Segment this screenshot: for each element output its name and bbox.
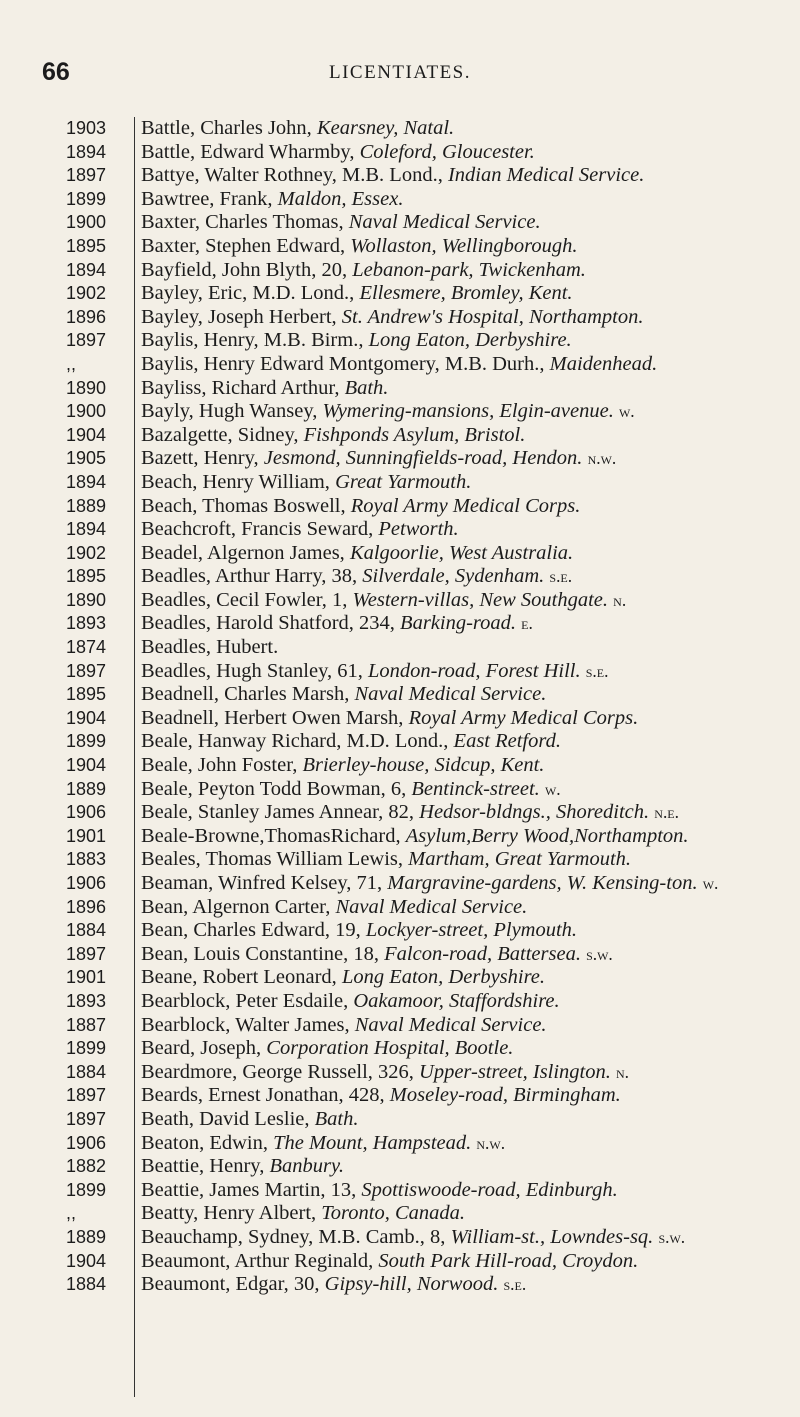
- entry-text: [141, 117, 791, 141]
- list-item: [0, 259, 800, 283]
- entry-text: [141, 188, 791, 212]
- entry-name: Beard, Joseph,: [141, 1037, 262, 1060]
- entry-district: n.: [616, 1061, 630, 1082]
- entry-name: Bayfield, John Blyth, 20,: [141, 258, 348, 281]
- entry-year: 1893: [66, 990, 107, 1011]
- entry-year: 1904: [66, 424, 107, 445]
- licentiate-list: [0, 117, 800, 1297]
- list-item: [0, 943, 800, 967]
- list-item: [0, 1084, 800, 1108]
- entry-address: Naval Medical Service.: [354, 683, 547, 706]
- entry-text: [141, 306, 791, 330]
- entry-name: Beale, Hanway Richard, M.D. Lond.,: [141, 730, 449, 753]
- entry-name: Bayley, Joseph Herbert,: [141, 305, 337, 328]
- entry-year: 1904: [66, 1250, 107, 1271]
- entry-name: Beadles, Harold Shatford, 234,: [141, 612, 395, 635]
- entry-year: 1889: [66, 1226, 107, 1247]
- entry-year: 1894: [66, 471, 107, 492]
- list-item: [0, 353, 800, 377]
- entry-text: [141, 943, 791, 967]
- entry-text: [141, 164, 791, 188]
- entry-address: East Retford.: [453, 730, 561, 753]
- list-item: [0, 825, 800, 849]
- entry-address: Bath.: [314, 1107, 359, 1130]
- entry-text: [141, 1037, 791, 1061]
- list-item: [0, 848, 800, 872]
- entry-year: 1884: [66, 920, 107, 941]
- entry-year: 1883: [66, 849, 107, 870]
- entry-address: Banbury.: [269, 1155, 345, 1178]
- entry-year: 1884: [66, 1274, 107, 1295]
- entry-year: 1874: [66, 637, 107, 658]
- entry-address: Great Yarmouth.: [335, 470, 472, 493]
- entry-district: n.e.: [654, 802, 679, 823]
- entry-year: 1895: [66, 684, 107, 705]
- list-item: [0, 329, 800, 353]
- entry-text: [141, 589, 791, 613]
- entry-year: 1894: [66, 519, 107, 540]
- entry-year: 1903: [66, 118, 107, 138]
- entry-text: [141, 211, 791, 235]
- list-item: [0, 919, 800, 943]
- entry-district: s.w.: [586, 943, 613, 964]
- entry-district: e.: [521, 613, 533, 634]
- entry-address: Brierley-house, Sidcup, Kent.: [302, 754, 545, 777]
- entry-name: Beattie, Henry,: [141, 1155, 265, 1178]
- entry-text: [141, 377, 791, 401]
- list-item: [0, 612, 800, 636]
- entry-address: Corporation Hospital, Bootle.: [266, 1037, 514, 1060]
- entry-name: Battye, Walter Rothney, M.B. Lond.,: [141, 164, 443, 187]
- list-item: [0, 117, 800, 141]
- entry-address: Bentinck-street.: [411, 777, 540, 800]
- entry-year: 1890: [66, 589, 107, 610]
- entry-name: Bawtree, Frank,: [141, 187, 273, 210]
- entry-name: Beachcroft, Francis Seward,: [141, 518, 374, 541]
- entry-text: [141, 495, 791, 519]
- entry-name: Beale, Stanley James Annear, 82,: [141, 801, 415, 824]
- list-item: [0, 683, 800, 707]
- entry-address: Wollaston, Wellingborough.: [350, 234, 578, 257]
- entry-year: 1896: [66, 306, 107, 327]
- entry-text: [141, 235, 791, 259]
- entry-district: s.w.: [658, 1226, 686, 1247]
- running-head: LICENTIATES.: [328, 62, 471, 83]
- entry-text: [141, 848, 791, 872]
- entry-text: [141, 353, 791, 377]
- entry-address: Naval Medical Service.: [354, 1013, 547, 1036]
- entry-district: w.: [618, 401, 635, 422]
- entry-address: Kalgoorlie, West Australia.: [349, 541, 574, 564]
- entry-district: s.e.: [585, 660, 609, 681]
- entry-text: [141, 542, 791, 566]
- entry-name: Beadles, Arthur Harry, 38,: [141, 565, 358, 588]
- entry-address: Hedsor-bldngs., Shoreditch.: [419, 801, 650, 824]
- entry-address: Wymering-mansions, Elgin-avenue.: [322, 400, 614, 423]
- entry-text: [141, 612, 791, 636]
- list-item: [0, 1155, 800, 1179]
- entry-name: Beale, Peyton Todd Bowman, 6,: [141, 777, 407, 800]
- entry-year: 1906: [66, 802, 107, 823]
- entry-address: Martham, Great Yarmouth.: [408, 848, 632, 871]
- entry-text: [141, 683, 791, 707]
- entry-year: 1904: [66, 755, 107, 776]
- entry-district: s.e.: [549, 566, 573, 587]
- list-item: [0, 282, 800, 306]
- entry-address: Ellesmere, Bromley, Kent.: [359, 282, 573, 305]
- entry-address: Maidenhead.: [549, 352, 658, 375]
- entry-text: [141, 1179, 791, 1203]
- entry-name: Bazett, Henry,: [141, 447, 259, 470]
- entry-year: 1906: [66, 873, 107, 893]
- entry-name: Bazalgette, Sidney,: [141, 423, 299, 446]
- entry-text: [141, 471, 791, 495]
- list-item: [0, 1014, 800, 1038]
- entry-text: [141, 707, 791, 731]
- entry-address: Long Eaton, Derbyshire.: [341, 966, 546, 989]
- entry-name: Beach, Henry William,: [141, 470, 330, 493]
- entry-year: 1901: [66, 967, 107, 988]
- entry-name: Beath, David Leslie,: [141, 1107, 310, 1130]
- entry-name: Bearblock, Peter Esdaile,: [141, 989, 349, 1012]
- entry-address: Indian Medical Service.: [447, 164, 645, 187]
- entry-year: ,,: [66, 353, 77, 374]
- list-item: [0, 306, 800, 330]
- entry-year: ,,: [66, 1203, 77, 1224]
- entry-year: 1894: [66, 259, 107, 280]
- entry-district: n.w.: [587, 448, 617, 469]
- entry-text: [141, 801, 791, 825]
- entry-name: Bayliss, Richard Arthur,: [141, 376, 340, 399]
- entry-text: [141, 990, 791, 1014]
- entry-address: Spottiswoode-road, Edinburgh.: [361, 1178, 618, 1201]
- entry-address: Gipsy-hill, Norwood.: [324, 1273, 499, 1296]
- entry-address: Petworth.: [378, 518, 459, 541]
- entry-text: [141, 660, 791, 684]
- list-item: [0, 1132, 800, 1156]
- entry-address: Naval Medical Service.: [335, 895, 528, 918]
- list-item: [0, 141, 800, 165]
- entry-name: Beales, Thomas William Lewis,: [141, 848, 404, 871]
- entry-year: 1897: [66, 1108, 107, 1129]
- entry-name: Bean, Louis Constantine, 18,: [141, 942, 380, 965]
- entry-year: 1905: [66, 448, 107, 469]
- entry-address: Kearsney, Natal.: [316, 117, 455, 139]
- entry-address: St. Andrew's Hospital, Northampton.: [341, 305, 644, 328]
- entry-name: Baxter, Charles Thomas,: [141, 211, 344, 234]
- list-item: [0, 966, 800, 990]
- entry-address: William-st., Lowndes-sq.: [450, 1225, 654, 1248]
- entry-year: 1895: [66, 235, 107, 256]
- entry-year: 1901: [66, 825, 107, 846]
- entry-text: [141, 259, 791, 283]
- entry-year: 1890: [66, 377, 107, 398]
- entry-address: Upper-street, Islington.: [419, 1060, 611, 1083]
- entry-text: [141, 966, 791, 990]
- entry-year: 1893: [66, 613, 107, 634]
- entry-name: Battle, Edward Wharmby,: [141, 140, 355, 163]
- list-item: [0, 211, 800, 235]
- entry-year: 1897: [66, 1085, 107, 1106]
- entry-name: Beale, John Foster,: [141, 754, 298, 777]
- entry-name: Bean, Algernon Carter,: [141, 895, 331, 918]
- entry-district: w.: [702, 873, 719, 893]
- list-item: [0, 424, 800, 448]
- entry-text: [141, 825, 791, 849]
- list-item: [0, 990, 800, 1014]
- entry-name: Battle, Charles John,: [141, 117, 312, 139]
- entry-address: Asylum,Berry Wood,Northampton.: [405, 824, 689, 847]
- list-item: [0, 1273, 800, 1297]
- entry-text: [141, 730, 791, 754]
- entry-address: Oakamoor, Staffordshire.: [353, 989, 560, 1012]
- list-item: [0, 565, 800, 589]
- entry-name: Beatty, Henry Albert,: [141, 1202, 317, 1225]
- list-item: [0, 471, 800, 495]
- entry-year: 1894: [66, 141, 107, 162]
- list-item: [0, 754, 800, 778]
- list-item: [0, 235, 800, 259]
- entry-text: [141, 1061, 791, 1085]
- entry-address: Falcon-road, Battersea.: [384, 942, 581, 965]
- entry-year: 1897: [66, 330, 107, 351]
- list-item: [0, 872, 800, 896]
- entry-text: [141, 565, 791, 589]
- entry-address: Western-villas, New Southgate.: [352, 588, 609, 611]
- entry-year: 1889: [66, 495, 107, 516]
- entry-text: [141, 1273, 791, 1297]
- entry-address: Margravine-gardens, W. Kensing-ton.: [387, 872, 698, 894]
- entry-address: Lebanon-park, Twickenham.: [352, 258, 586, 281]
- page-number: 66: [42, 58, 70, 86]
- entry-text: [141, 424, 791, 448]
- entry-name: Beadles, Hugh Stanley, 61,: [141, 659, 363, 682]
- entry-address: Royal Army Medical Corps.: [350, 494, 581, 517]
- entry-address: Fishponds Asylum, Bristol.: [303, 423, 526, 446]
- list-item: [0, 518, 800, 542]
- page-header: [0, 58, 800, 94]
- list-item: [0, 707, 800, 731]
- entry-year: 1900: [66, 401, 107, 422]
- entry-address: Jesmond, Sunningfields-road, Hendon.: [263, 447, 583, 470]
- entry-year: 1882: [66, 1156, 107, 1177]
- entry-name: Beattie, James Martin, 13,: [141, 1178, 357, 1201]
- entry-name: Beaton, Edwin,: [141, 1131, 268, 1154]
- list-item: [0, 636, 800, 660]
- entry-text: [141, 778, 791, 802]
- entry-name: Bearblock, Walter James,: [141, 1013, 350, 1036]
- list-item: [0, 589, 800, 613]
- entry-year: 1895: [66, 566, 107, 587]
- entry-address: Coleford, Gloucester.: [359, 140, 535, 163]
- entry-text: [141, 447, 791, 471]
- entry-year: 1896: [66, 896, 107, 917]
- entry-name: Bayley, Eric, M.D. Lond.,: [141, 282, 355, 305]
- entry-address: Long Eaton, Derbyshire.: [368, 329, 572, 352]
- entry-name: Beards, Ernest Jonathan, 428,: [141, 1084, 385, 1107]
- entry-name: Beane, Robert Leonard,: [141, 966, 337, 989]
- entry-name: Beadnell, Charles Marsh,: [141, 683, 350, 706]
- entry-address: Bath.: [344, 376, 389, 399]
- list-item: [0, 1061, 800, 1085]
- list-item: [0, 1179, 800, 1203]
- entry-year: 1899: [66, 731, 107, 752]
- entry-name: Beadnell, Herbert Owen Marsh,: [141, 706, 404, 729]
- entry-text: [141, 1108, 791, 1132]
- list-item: [0, 1250, 800, 1274]
- list-item: [0, 1202, 800, 1226]
- entry-year: 1899: [66, 1179, 107, 1200]
- entry-address: Barking-road.: [400, 612, 517, 635]
- entry-text: [141, 1155, 791, 1179]
- entry-name: Beardmore, George Russell, 326,: [141, 1060, 414, 1083]
- entry-year: 1900: [66, 212, 107, 233]
- entry-address: Silverdale, Sydenham.: [362, 565, 545, 588]
- entry-text: [141, 518, 791, 542]
- entry-text: [141, 754, 791, 778]
- entry-year: 1884: [66, 1061, 107, 1082]
- entry-name: Baylis, Henry, M.B. Birm.,: [141, 329, 364, 352]
- entry-name: Beaumont, Edgar, 30,: [141, 1273, 320, 1296]
- entry-name: Beaumont, Arthur Reginald,: [141, 1249, 374, 1272]
- list-item: [0, 447, 800, 471]
- entry-name: Beadles, Cecil Fowler, 1,: [141, 588, 348, 611]
- entry-year: 1889: [66, 778, 107, 799]
- entry-year: 1899: [66, 1038, 107, 1059]
- list-item: [0, 801, 800, 825]
- entry-address: Royal Army Medical Corps.: [408, 706, 639, 729]
- entry-year: 1904: [66, 707, 107, 728]
- entry-text: [141, 1014, 791, 1038]
- entry-text: [141, 329, 791, 353]
- entry-text: [141, 400, 791, 424]
- entry-name: Baylis, Henry Edward Montgomery, M.B. Durh.,: [141, 352, 545, 375]
- entry-name: Bean, Charles Edward, 19,: [141, 919, 361, 942]
- entry-address: Moseley-road, Birmingham.: [389, 1084, 621, 1107]
- entry-text: [141, 1202, 791, 1226]
- entry-district: w.: [544, 778, 561, 799]
- list-item: [0, 1226, 800, 1250]
- entry-year: 1897: [66, 165, 107, 186]
- entry-address: Maldon, Essex.: [277, 187, 404, 210]
- entry-year: 1902: [66, 542, 107, 563]
- list-item: [0, 377, 800, 401]
- entry-district: s.e.: [503, 1274, 527, 1295]
- entry-year: 1906: [66, 1132, 107, 1153]
- list-item: [0, 1108, 800, 1132]
- entry-name: Beauchamp, Sydney, M.B. Camb., 8,: [141, 1225, 446, 1248]
- list-item: [0, 542, 800, 566]
- entry-year: 1887: [66, 1014, 107, 1035]
- entry-text: [141, 919, 791, 943]
- entry-year: 1902: [66, 283, 107, 304]
- entry-text: [141, 636, 791, 660]
- entry-text: [141, 896, 791, 920]
- list-item: [0, 188, 800, 212]
- entry-name: Bayly, Hugh Wansey,: [141, 400, 318, 423]
- list-item: [0, 495, 800, 519]
- entry-address: Toronto, Canada.: [321, 1202, 466, 1225]
- entry-text: [141, 1084, 791, 1108]
- entry-address: Lockyer-street, Plymouth.: [365, 919, 578, 942]
- entry-address: Naval Medical Service.: [348, 211, 541, 234]
- list-item: [0, 896, 800, 920]
- entry-address: London-road, Forest Hill.: [367, 659, 581, 682]
- entry-name: Baxter, Stephen Edward,: [141, 234, 346, 257]
- entry-text: [141, 1226, 791, 1250]
- entry-text: [141, 141, 791, 165]
- entry-address: South Park Hill-road, Croydon.: [378, 1249, 639, 1272]
- list-item: [0, 164, 800, 188]
- entry-name: Beadel, Algernon James,: [141, 541, 345, 564]
- entry-address: The Mount, Hampstead.: [273, 1131, 472, 1154]
- entry-year: 1897: [66, 943, 107, 964]
- entry-name: Beaman, Winfred Kelsey, 71,: [141, 872, 383, 894]
- entry-district: n.w.: [476, 1132, 506, 1153]
- entry-name: Beach, Thomas Boswell,: [141, 494, 346, 517]
- entry-name: Beale-Browne,ThomasRichard,: [141, 824, 401, 847]
- list-item: [0, 660, 800, 684]
- entry-text: [141, 1250, 791, 1274]
- list-item: [0, 400, 800, 424]
- entry-text: [141, 872, 791, 896]
- entry-year: 1897: [66, 660, 107, 681]
- list-item: [0, 730, 800, 754]
- entry-name: Beadles, Hubert.: [141, 636, 279, 659]
- entry-year: 1899: [66, 188, 107, 209]
- list-item: [0, 778, 800, 802]
- entry-district: n.: [613, 589, 627, 610]
- entry-text: [141, 1132, 791, 1156]
- list-item: [0, 1037, 800, 1061]
- entry-text: [141, 282, 791, 306]
